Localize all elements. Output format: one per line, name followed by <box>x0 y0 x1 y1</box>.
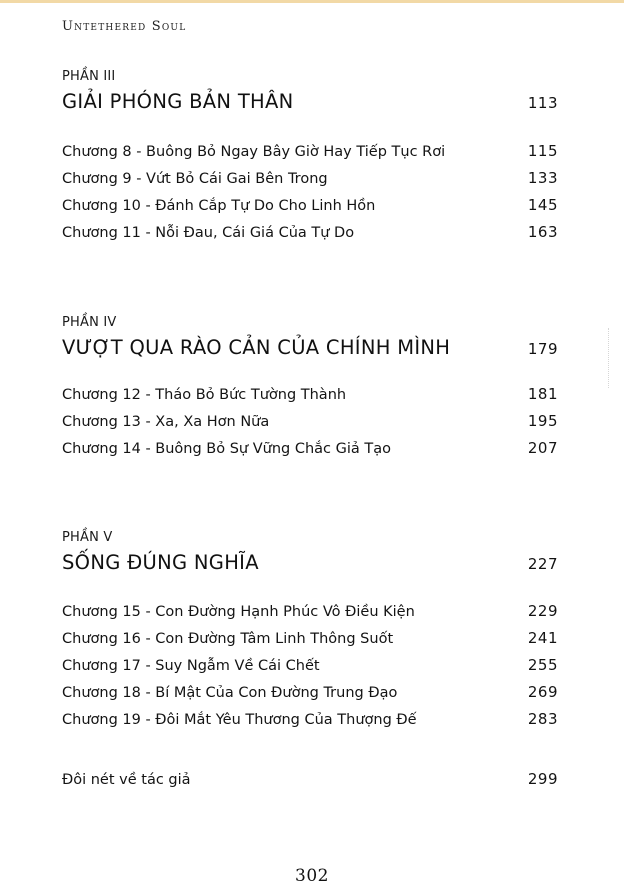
part-title: GIẢI PHÓNG BẢN THÂN <box>62 90 294 113</box>
part-page-number: 179 <box>527 340 558 358</box>
part-4-section <box>62 315 558 462</box>
chapter-row[interactable] <box>62 192 558 219</box>
chapter-page-number: 163 <box>527 223 558 241</box>
chapter-row[interactable] <box>62 652 558 679</box>
chapter-row[interactable] <box>62 219 558 246</box>
margin-specks <box>608 328 611 388</box>
part-title: SỐNG ĐÚNG NGHĨA <box>62 551 259 574</box>
part-label: PHẦN V <box>62 530 113 545</box>
about-author-page-number: 299 <box>527 770 558 788</box>
chapter-row[interactable] <box>62 435 558 462</box>
part-title-row[interactable] <box>62 335 558 361</box>
chapter-title: Chương 13 - Xa, Xa Hơn Nữa <box>62 414 270 430</box>
chapter-title: Chương 12 - Tháo Bỏ Bức Tường Thành <box>62 387 347 403</box>
chapter-page-number: 241 <box>527 629 558 647</box>
chapter-row[interactable] <box>62 381 558 408</box>
top-border <box>0 0 624 3</box>
chapter-row[interactable] <box>62 598 558 625</box>
part-label: PHẦN IV <box>62 315 117 330</box>
chapter-title: Chương 17 - Suy Ngẫm Về Cái Chết <box>62 658 320 674</box>
chapter-title: Chương 8 - Buông Bỏ Ngay Bây Giờ Hay Tiếp Tục Rơi <box>62 144 446 160</box>
chapter-row[interactable] <box>62 138 558 165</box>
chapter-title: Chương 19 - Đôi Mắt Yêu Thương Của Thượng Đế <box>62 712 417 728</box>
about-author-row[interactable] <box>62 766 558 793</box>
part-page-number: 227 <box>527 555 558 573</box>
chapter-title: Chương 16 - Con Đường Tâm Linh Thông Suốt <box>62 631 394 647</box>
part-title-row[interactable] <box>62 89 558 115</box>
part-label: PHẦN III <box>62 69 116 84</box>
part-3-section <box>62 69 558 246</box>
chapter-title: Chương 9 - Vứt Bỏ Cái Gai Bên Trong <box>62 171 328 187</box>
part-page-number: 113 <box>527 94 558 112</box>
chapter-page-number: 145 <box>527 196 558 214</box>
chapter-title: Chương 14 - Buông Bỏ Sự Vững Chắc Giả Tạo <box>62 441 391 457</box>
chapter-page-number: 283 <box>527 710 558 728</box>
page-folio: 302 <box>295 866 329 886</box>
chapter-row[interactable] <box>62 706 558 733</box>
chapter-page-number: 255 <box>527 656 558 674</box>
chapter-page-number: 229 <box>527 602 558 620</box>
chapter-page-number: 207 <box>527 439 558 457</box>
chapter-row[interactable] <box>62 679 558 706</box>
chapter-page-number: 115 <box>527 142 558 160</box>
chapter-title: Chương 10 - Đánh Cắp Tự Do Cho Linh Hồn <box>62 198 376 214</box>
running-head: Untethered Soul <box>62 19 187 34</box>
chapter-list <box>62 598 558 733</box>
about-author-section <box>62 766 558 793</box>
chapter-page-number: 133 <box>527 169 558 187</box>
about-author-title: Đôi nét về tác giả <box>62 772 191 788</box>
chapter-list <box>62 138 558 246</box>
chapter-title: Chương 15 - Con Đường Hạnh Phúc Vô Điều Kiện <box>62 604 415 620</box>
chapter-page-number: 269 <box>527 683 558 701</box>
chapter-row[interactable] <box>62 165 558 192</box>
chapter-page-number: 195 <box>527 412 558 430</box>
chapter-row[interactable] <box>62 408 558 435</box>
chapter-page-number: 181 <box>527 385 558 403</box>
part-5-section <box>62 530 558 733</box>
part-title: VƯỢT QUA RÀO CẢN CỦA CHÍNH MÌNH <box>62 336 451 359</box>
chapter-title: Chương 18 - Bí Mật Của Con Đường Trung Đạo <box>62 685 398 701</box>
about-author-list <box>62 766 558 793</box>
part-title-row[interactable] <box>62 550 558 576</box>
chapter-row[interactable] <box>62 625 558 652</box>
chapter-title: Chương 11 - Nỗi Đau, Cái Giá Của Tự Do <box>62 225 355 241</box>
chapter-list <box>62 381 558 462</box>
